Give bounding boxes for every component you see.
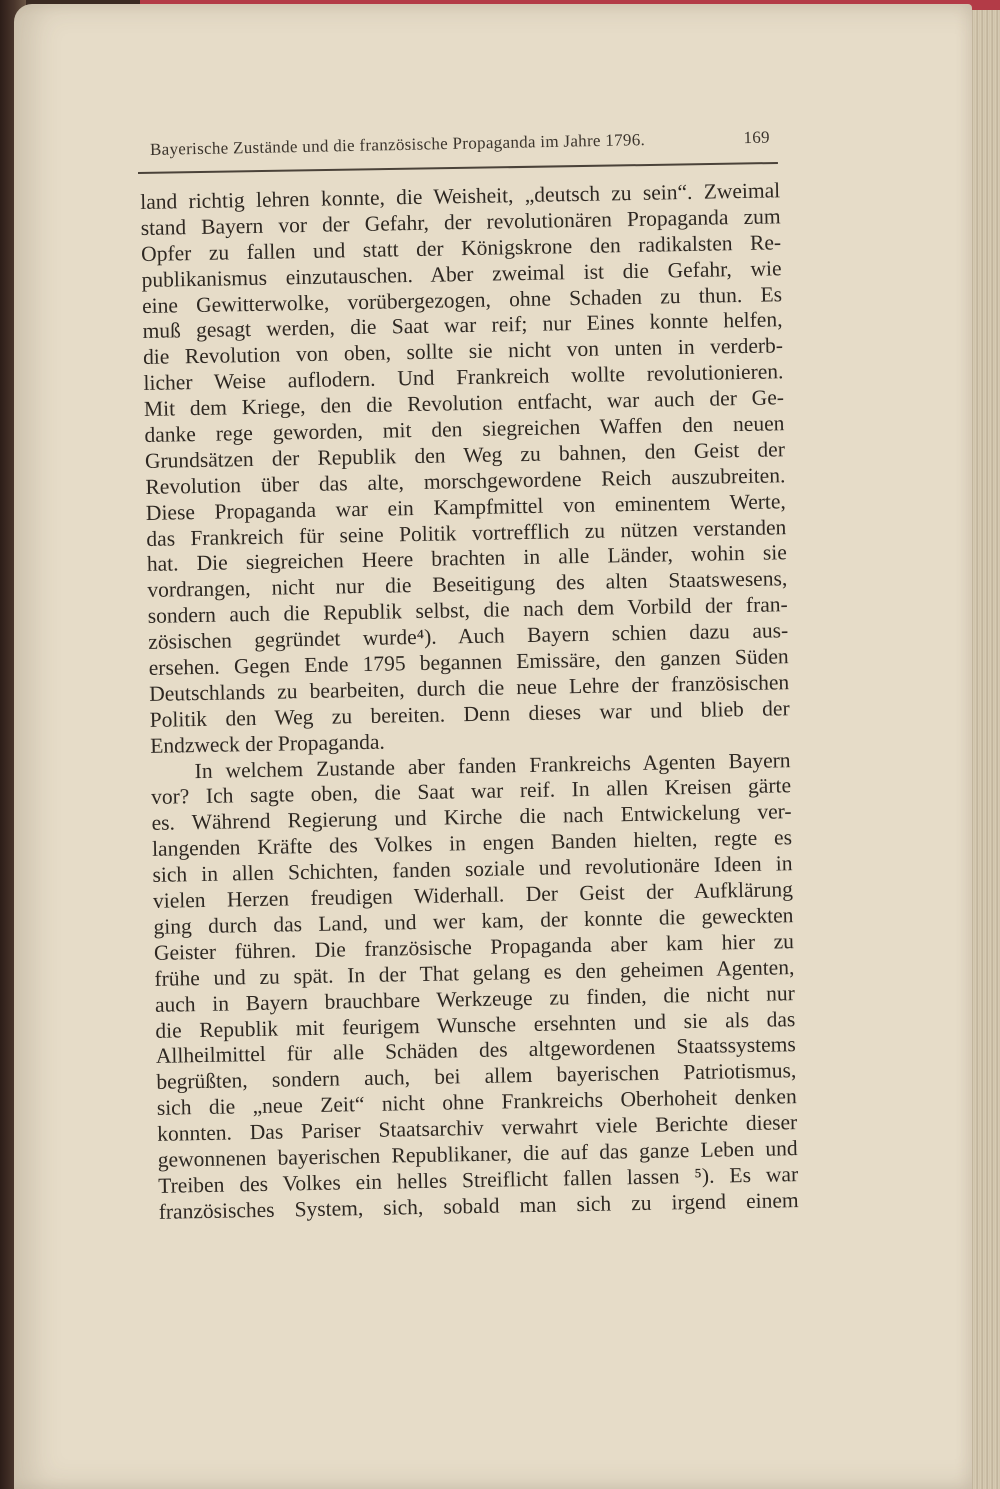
text-line: Treiben des Volkes ein helles Streiflicht fallen lassen ⁵). Es war [158,1161,799,1198]
text-line: begrüßten, sondern auch, bei allem bayerischen Patriotismus, [156,1058,797,1095]
text-line: zösischen gegründet wurde⁴). Auch Bayern schien dazu aus- [148,618,789,655]
running-head-title: Bayerische Zustände und die französische Propaganda im Jahre 1796. [149,130,646,159]
text-line: die Republik mit feurigem Wunsche ersehnten und sie als das [155,1006,796,1043]
text-line: sich die „neue Zeit“ nicht ohne Frankreichs Oberhoheit denken [156,1084,797,1121]
text-line: publikanismus einzutauschen. Aber zweimal ist die Gefahr, wie [141,255,782,292]
text-line: Allheilmittel für alle Schäden des altgewordenen Staatssystems [155,1032,796,1069]
text-line: danke rege geworden, mit den siegreichen Waffen den neuen [144,411,785,447]
text-line: vielen Herzen freudigen Widerhall. Der Geist der Aufklärung [152,877,794,913]
text-line: sondern auch die Republik selbst, die nach dem Vorbild der fran- [147,592,788,629]
text-line: Deutschlands zu bearbeiten, durch die neue Lehre der französischen [149,670,790,706]
text-line: eine Gewitterwolke, vorübergezogen, ohne Schaden zu thun. Es [141,281,783,318]
text-line: frühe und zu spät. In der That gelang es den geheimen Agenten, [154,954,795,991]
text-line: Grundsätzen der Republik den Weg zu bahnen, den Geist der [144,437,786,473]
text-line: muß gesagt werden, die Saat war reif; nur Eines konnte helfen, [142,307,783,344]
text-line: In welchem Zustande aber fanden Frankreichs Agenten Bayern [194,747,791,783]
text-line: Mit dem Kriege, den die Revolution entfacht, war auch der Ge- [143,385,785,422]
text-line: es. Während Regierung und Kirche die nach Entwickelung ver- [151,799,792,836]
text-line: vordrangen, nicht nur die Beseitigung des alten Staatswesens, [147,566,788,603]
text-line: konnten. Das Pariser Staatsarchiv verwahrt viele Berichte dieser [157,1110,798,1146]
text-line: licher Weise auflodern. Und Frankreich wollte revolutionieren. [143,359,784,396]
paragraph [140,178,790,759]
text-line: ersehen. Gegen Ende 1795 begannen Emissäre, den ganzen Süden [148,644,789,680]
text-line: Endzweck der Propaganda. [149,729,385,758]
text-line: Opfer zu fallen und statt der Königskrone den radikalsten Re- [140,230,782,266]
text-line: stand Bayern vor der Gefahr, der revolutionären Propaganda zum [140,204,781,240]
text-line: Revolution über das alte, morschgewordene Reich auszubreiten. [145,463,786,499]
text-line: vor? Ich sagte oben, die Saat war reif. In allen Kreisen gärte [150,773,792,810]
text-line: langenden Kräfte des Volkes in engen Banden hielten, regte es [151,825,793,862]
page-number: 169 [743,127,771,148]
text-line: Geister führen. Die französische Propaganda aber kam hier zu [153,928,795,965]
paragraph [150,748,798,1226]
text-line: die Revolution von oben, sollte sie nicht von unten in verderb- [142,333,784,370]
text-line: auch in Bayern brauchbare Werkzeuge zu finden, die nicht nur [154,980,796,1017]
text-line: land richtig lehren konnte, die Weisheit, „deutsch zu sein“. Zweimal [140,178,781,214]
text-line: französisches System, sich, sobald man sich zu irgend einem [158,1187,799,1224]
text-line: ging durch das Land, und wer kam, der konnte die geweckten [153,903,794,939]
text-line: das Frankreich für seine Politik vortrefflich zu nützen verstanden [146,514,787,551]
text-line: hat. Die siegreichen Heere brachten in alle Länder, wohin sie [146,540,787,577]
body-text [140,178,799,1225]
text-line: Diese Propaganda war ein Kampfmittel von eminentem Werte, [145,488,787,525]
text-line: sich in allen Schichten, fanden soziale und revolutionäre Ideen in [152,851,793,888]
text-line: gewonnenen bayerischen Republikaner, die auf das ganze Leben und [157,1136,798,1172]
text-line: Politik den Weg zu bereiten. Denn dieses war und blieb der [149,695,790,732]
